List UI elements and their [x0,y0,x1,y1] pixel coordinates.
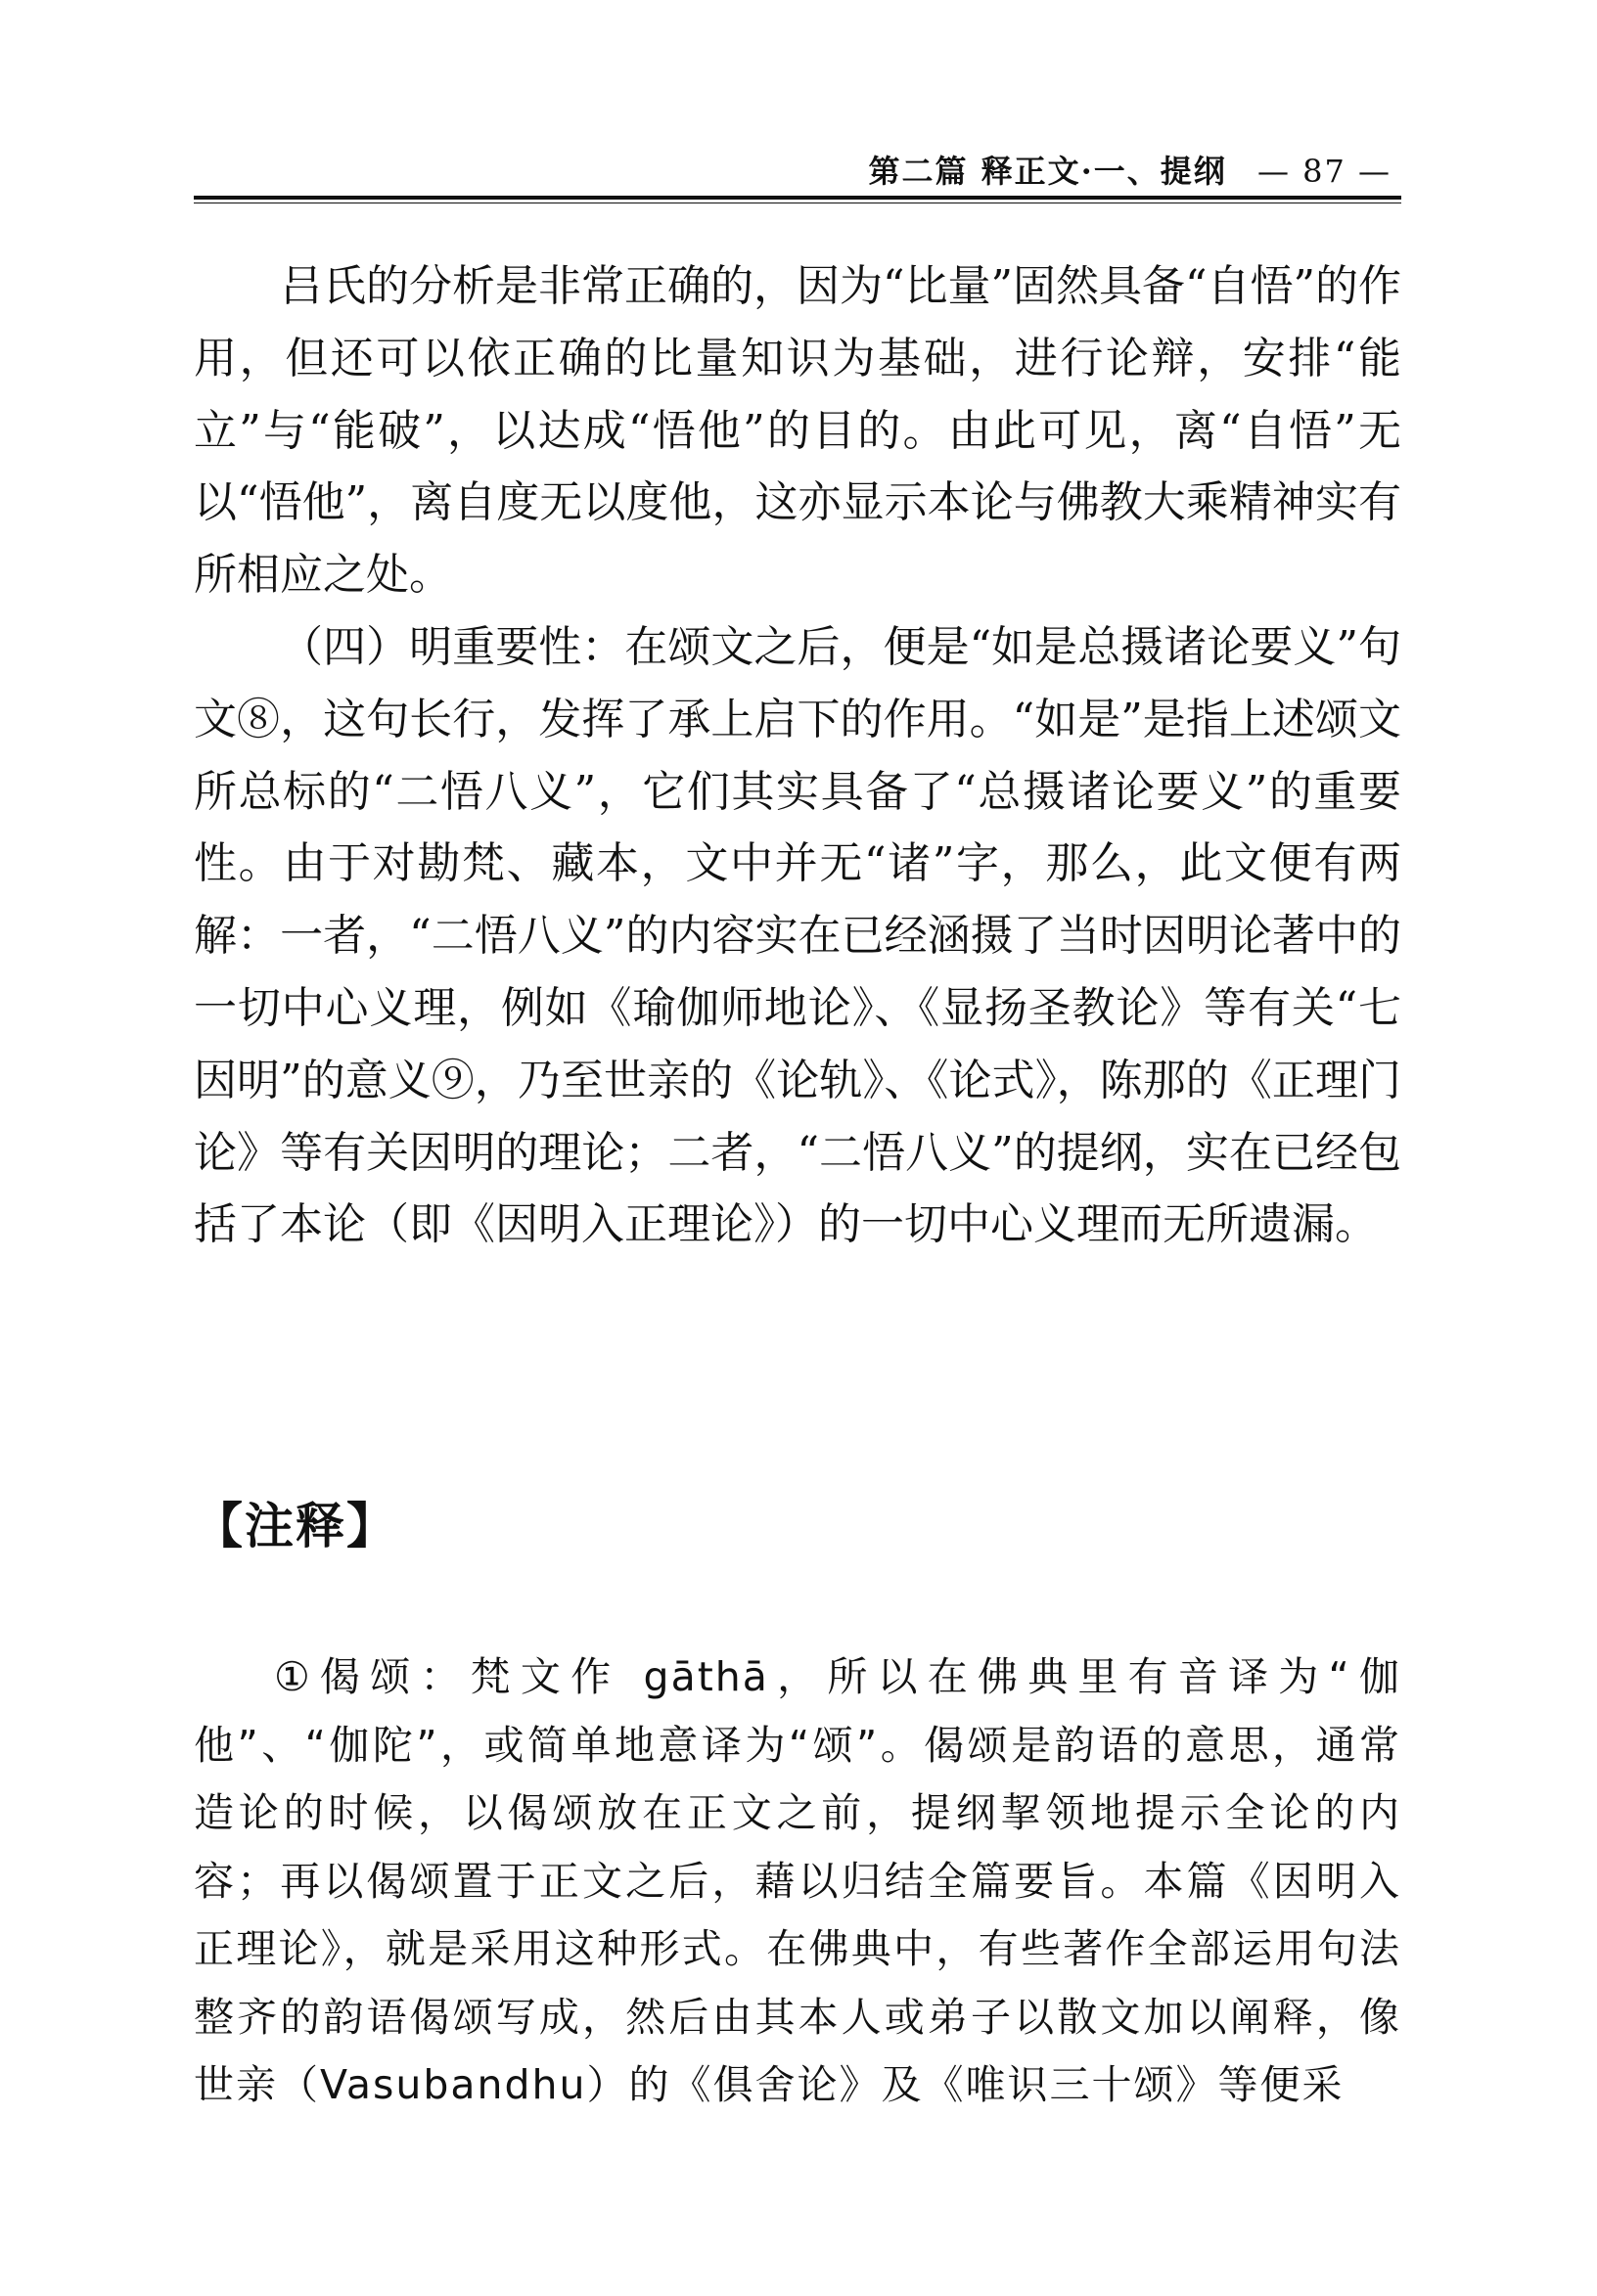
body-paragraph: （四）明重要性：在颂文之后，便是“如是总摄诸论要义”句文⑧，这句长行，发挥了承上启下的作用。“如是”是指上述颂文所总标的“二悟八义”，它们其实具备了“总摄诸论要义”的重要性。由于对勘梵、藏本，文中并无“诸”字，那么，此文便有两解：一者，“二悟八义”的内容实在已经涵摄了当时因明论著中的一切中心义理，例如《瑜伽师地论》、《显扬圣教论》等有关“七因明”的意义⑨，乃至世亲的《论轨》、《论式》，陈那的《正理门论》等有关因明的理论；二者，“二悟八义”的提纲，实在已经包括了本论（即《因明入正理论》）的一切中心义理而无所遗漏。 [194,622,1401,1250]
body-paragraph-2-block [194,611,1401,1261]
header-rule [194,196,1401,200]
body-paragraph: 吕氏的分析是非常正确的，因为“比量”固然具备“自悟”的作用，但还可以依正确的比量知识为基础，进行论辩，安排“能立”与“能破”，以达成“悟他”的目的。由此可见，离“自悟”无以“悟他”，离自度无以度他，这亦显示本论与佛教大乘精神实有所相应之处。 [194,261,1401,601]
body-paragraph-1-block [194,250,1401,611]
page-number: — 87 — [1256,153,1392,190]
footnote-1: ①偈颂：梵文作 gāthā，所以在佛典里有音译为“伽他”、“伽陀”，或简单地意译为“颂”。偈颂是韵语的意思，通常造论的时候，以偈颂放在正文之前，提纲挈领地提示全论的内容；再以偈颂置于正文之后，藉以归结全篇要旨。本篇《因明入正理论》，就是采用这种形式。在佛典中，有些著作全部运用句法整齐的韵语偈颂写成，然后由其本人或弟子以散文加以阐释，像世亲（Vasubandhu）的《俱舍论》及《唯识三十颂》等便采 [194,1653,1401,2108]
running-head [869,147,1392,192]
running-head-title: 第二篇 释正文·一、提纲 [868,153,1227,190]
notes-heading: 【注释】 [194,1498,397,1554]
